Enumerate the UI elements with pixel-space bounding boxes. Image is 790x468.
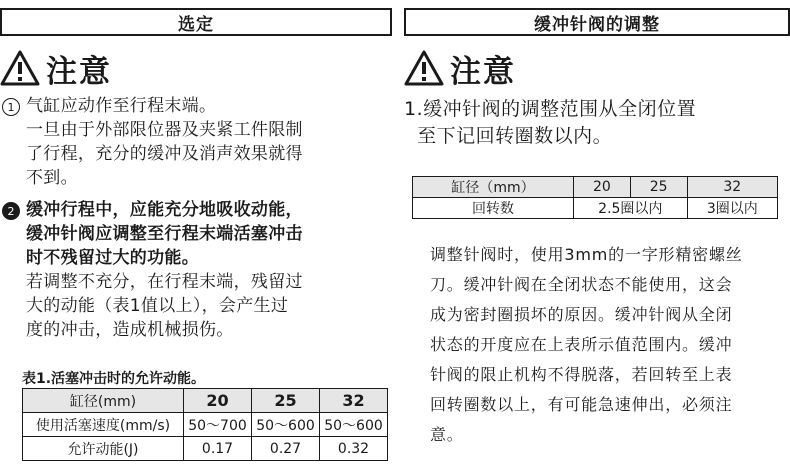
table-caption: 表1.活塞冲击时的允许动能。 (22, 371, 206, 387)
caution-label: 注意 (46, 53, 112, 90)
table-header-cell: 缸径(mm) (23, 389, 184, 413)
adjust-range-note (404, 96, 790, 150)
table-header-row (413, 177, 778, 198)
lead-line: 1.缓冲针阀的调整范围从全闭位置 (404, 98, 697, 120)
caution-label: 注意 (450, 53, 516, 90)
item-bold-line: 时不残留过大的功能。 (26, 248, 199, 268)
table-header-cell: 缸径（mm） (413, 177, 574, 198)
table-cell: 使用活塞速度(mm/s) (23, 413, 184, 437)
item-text-line: 大的动能（表1值以上），会产生过 (26, 296, 289, 316)
item-bold-line: 缓冲行程中，应能充分地吸收动能， (26, 200, 303, 220)
kinetic-energy-table (22, 388, 388, 461)
body-line: 意。 (430, 425, 464, 444)
table-row (23, 413, 388, 437)
caution-list (0, 94, 392, 342)
adjust-instructions (430, 240, 782, 450)
caution-item-1 (0, 94, 392, 198)
caution-heading-right (404, 48, 516, 88)
caution-heading-left (0, 48, 112, 88)
table-row (413, 198, 778, 219)
table-cell: 回转数 (413, 198, 574, 219)
item-text-line: 一旦由于外部限位器及夹紧工件限制 (26, 120, 303, 140)
table-cell: 0.17 (184, 437, 252, 461)
table-header-row (23, 389, 388, 413)
body-line: 调整针阀时，使用3mm的一字形精密螺丝 (430, 245, 743, 264)
table-header-cell: 20 (184, 389, 252, 413)
item-text-line: 若调整不充分，在行程末端，残留过 (26, 272, 303, 292)
table-cell: 2.5圈以内 (574, 198, 688, 219)
item-number: 2 (2, 202, 20, 220)
table-cell: 3圈以内 (687, 198, 777, 219)
body-line: 状态的开度应在上表所示值范围内。缓冲 (430, 335, 733, 354)
table-cell: 50～700 (184, 413, 252, 437)
lead-line: 至下记回转圈数以内。 (404, 125, 613, 147)
table-header-cell: 32 (320, 389, 388, 413)
table-header-cell: 20 (574, 177, 631, 198)
table-cell: 50～600 (320, 413, 388, 437)
table-header-cell: 25 (252, 389, 320, 413)
table-cell: 允许动能(J) (23, 437, 184, 461)
item-number: 1 (2, 98, 20, 116)
table-row (23, 437, 388, 461)
item-text-line: 气缸应动作至行程末端。 (26, 96, 217, 116)
warning-triangle-icon (0, 50, 40, 86)
table-cell: 50～600 (252, 413, 320, 437)
caution-item-2 (0, 198, 392, 342)
section-title-selection: 选定 (0, 8, 392, 36)
table-cell: 0.32 (320, 437, 388, 461)
item-text-line: 度的冲击，造成机械损伤。 (26, 320, 234, 340)
table-cell: 0.27 (252, 437, 320, 461)
rotation-table (412, 176, 778, 219)
body-line: 刀。缓冲针阀在全闭状态不能使用，这会 (430, 275, 733, 294)
table-header-cell: 25 (630, 177, 687, 198)
item-bold-line: 缓冲针阀应调整至行程末端活塞冲击 (26, 224, 303, 244)
body-line: 针阀的限止机构不得脱落，若回转至上表 (430, 365, 733, 384)
warning-triangle-icon (404, 50, 444, 86)
body-line: 回转圈数以上，有可能急速伸出，必须注 (430, 395, 733, 414)
table-header-cell: 32 (687, 177, 777, 198)
body-line: 成为密封圈损坏的原因。缓冲针阀从全闭 (430, 305, 733, 324)
item-text-line: 了行程，充分的缓冲及消声效果就得 (26, 144, 303, 164)
item-text-line: 不到。 (26, 168, 78, 188)
section-title-cushion-adjust: 缓冲针阀的调整 (404, 8, 790, 36)
